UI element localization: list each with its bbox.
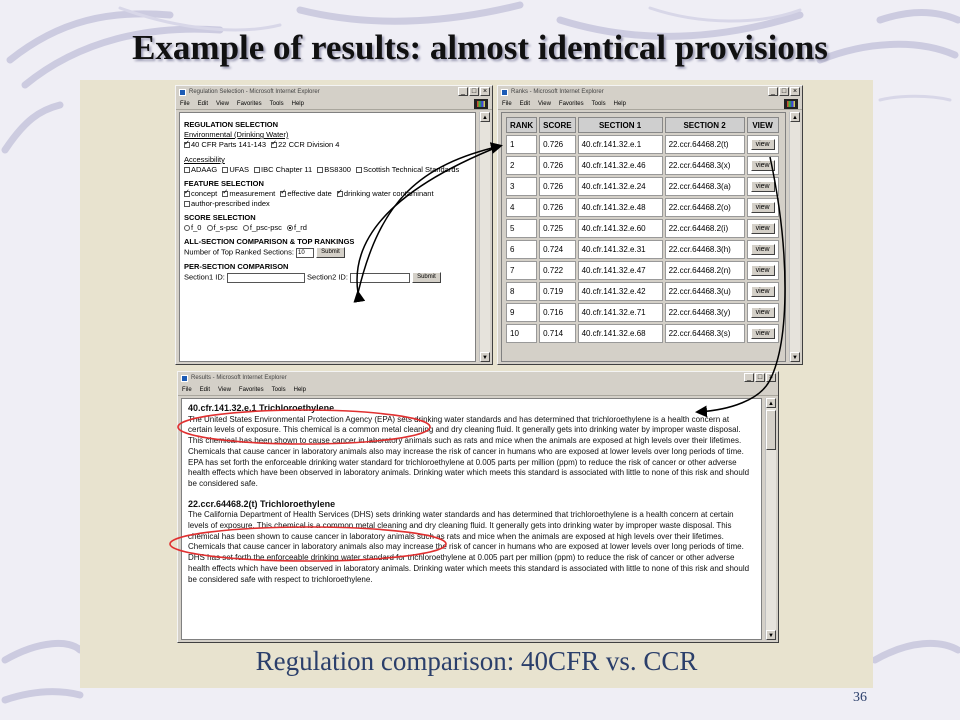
page-number: 36: [853, 690, 867, 705]
checkbox-40cfr[interactable]: [184, 142, 190, 148]
regulation-window-titlebar[interactable]: [176, 86, 492, 98]
menu-edit[interactable]: Edit: [199, 386, 211, 393]
view-button[interactable]: view: [751, 244, 775, 255]
option-frd-label: f_rd: [294, 223, 307, 232]
rank-cell: 1: [506, 135, 537, 154]
maximize-button[interactable]: □: [755, 373, 765, 382]
score-selection-heading: SCORE SELECTION: [184, 213, 256, 222]
column-header-score: SCORE: [539, 117, 575, 133]
score-cell: 0.726: [539, 156, 575, 175]
score-cell: 0.726: [539, 198, 575, 217]
scroll-down-icon[interactable]: ▼: [790, 352, 800, 362]
section1-cell: 40.cfr.141.32.e.60: [578, 219, 663, 238]
column-header-rank: RANK: [506, 117, 537, 133]
section1-cell: 40.cfr.141.32.e.47: [578, 261, 663, 280]
maximize-button[interactable]: □: [779, 87, 789, 96]
section2-cell: 22.ccr.64468.2(i): [665, 219, 745, 238]
per-section-submit-button[interactable]: Submit: [412, 272, 441, 283]
section1-cell: 40.cfr.141.32.e.31: [578, 240, 663, 259]
menu-tools[interactable]: Tools: [271, 386, 286, 393]
option-effective-date-label: effective date: [287, 189, 332, 198]
option-adaag-label: ADAAG: [191, 165, 218, 174]
rank-cell: 7: [506, 261, 537, 280]
section2-id-label: Section2 ID:: [307, 272, 348, 282]
checkbox-measurement[interactable]: [222, 191, 228, 197]
close-button[interactable]: ×: [790, 87, 800, 96]
score-cell: 0.726: [539, 177, 575, 196]
menu-view[interactable]: View: [216, 100, 229, 107]
ie-logo-icon: [784, 99, 798, 109]
section2-cell: 22.ccr.64468.2(t): [665, 135, 745, 154]
menu-view[interactable]: View: [538, 100, 551, 107]
view-button[interactable]: view: [751, 202, 775, 213]
menu-favorites[interactable]: Favorites: [236, 100, 262, 107]
table-row: [506, 198, 779, 217]
result-heading-40cfr: 40.cfr.141.32.e.1 Trichloroethylene: [188, 403, 335, 413]
ranks-window-titlebar[interactable]: [498, 86, 802, 98]
menu-help[interactable]: Help: [613, 100, 626, 107]
option-scottish-label: Scottish Technical Standards: [363, 165, 460, 174]
top-ranked-select[interactable]: [296, 248, 314, 258]
section1-id-label: Section1 ID:: [184, 272, 225, 282]
section2-cell: 22.ccr.64468.3(x): [665, 156, 745, 175]
section2-cell: 22.ccr.64468.2(o): [665, 198, 745, 217]
option-fs-psc-label: f_s-psc: [213, 223, 238, 232]
option-22ccr-label: 22 CCR Division 4: [278, 140, 340, 149]
menu-tools[interactable]: Tools: [269, 100, 284, 107]
view-button[interactable]: view: [751, 223, 775, 234]
option-measurement-label: measurement: [229, 189, 276, 198]
checkbox-author-index[interactable]: [184, 201, 190, 207]
table-row: [506, 303, 779, 322]
results-page: [181, 398, 762, 640]
ranks-header-row: [506, 117, 779, 133]
section1-cell: 40.cfr.141.32.e.24: [578, 177, 663, 196]
ranks-window: [497, 85, 803, 365]
rank-cell: 4: [506, 198, 537, 217]
section1-cell: 40.cfr.141.32.e.46: [578, 156, 663, 175]
ie-window-icon: [181, 375, 188, 382]
regulation-menubar: [176, 98, 492, 110]
view-button[interactable]: view: [751, 181, 775, 192]
scroll-down-icon[interactable]: ▼: [480, 352, 490, 362]
score-cell: 0.724: [539, 240, 575, 259]
per-section-heading: PER-SECTION COMPARISON: [184, 262, 289, 271]
minimize-button[interactable]: _: [744, 373, 754, 382]
view-button[interactable]: view: [751, 160, 775, 171]
option-ibc-label: IBC Chapter 11: [261, 165, 313, 174]
table-row: [506, 135, 779, 154]
view-button[interactable]: view: [751, 328, 775, 339]
slide-caption: Regulation comparison: 40CFR vs. CCR: [255, 646, 698, 676]
results-scrollbar[interactable]: [765, 398, 776, 640]
scroll-thumb[interactable]: [766, 410, 776, 450]
minimize-button[interactable]: _: [458, 87, 468, 96]
score-cell: 0.719: [539, 282, 575, 301]
result-text-40cfr: The United States Environmental Protection Agency (EPA) sets drinking water standards and has determined that trichloroethylene is a health concern at certain levels of exposure. This chemical is a common metal cleaning and dry cleaning fluid. It generally gets into drinking water by improper waste disposal. This chemical has been shown to cause cancer in laboratory animals such as rats and mice when the animals are exposed at high levels over their lifetimes. Chemicals that cause cancer in laboratory animals also may increase the risk of cancer in humans who are exposed at lower levels over long periods of time. EPA has set forth the enforceable drinking water standard for trichloroethylene at 0.005 parts per million (ppm) to reduce the risk of cancer or other adverse health effects which have been observed in laboratory animals. Drinking water which meets this standard is associated with little to none of this risk and should be considered safe.: [188, 414, 750, 488]
ranks-menubar: [498, 98, 802, 110]
checkbox-concept[interactable]: [184, 191, 190, 197]
option-concept-label: concept: [191, 189, 218, 198]
section1-cell: 40.cfr.141.32.e.68: [578, 324, 663, 343]
option-contaminant-label: drinking water contaminant: [343, 189, 434, 198]
checkbox-contaminant[interactable]: [337, 191, 343, 197]
rank-cell: 6: [506, 240, 537, 259]
section2-cell: 22.ccr.64468.3(u): [665, 282, 745, 301]
regulation-scrollbar[interactable]: [479, 112, 490, 362]
maximize-button[interactable]: □: [469, 87, 479, 96]
results-window: [177, 371, 779, 643]
column-header-view: VIEW: [747, 117, 779, 133]
option-ufas-label: UFAS: [229, 165, 249, 174]
results-window-titlebar[interactable]: [178, 372, 778, 384]
drinking-water-link[interactable]: Environmental (Drinking Water): [184, 130, 289, 139]
menu-file[interactable]: File: [180, 100, 190, 107]
checkbox-ufas[interactable]: [222, 167, 228, 173]
results-menubar: [178, 384, 778, 396]
minimize-button[interactable]: _: [768, 87, 778, 96]
score-cell: 0.726: [539, 135, 575, 154]
table-row: [506, 219, 779, 238]
score-cell: 0.714: [539, 324, 575, 343]
regulation-window-title: Regulation Selection - Microsoft Internet Explorer: [189, 89, 320, 95]
option-fpsc-psc-label: f_psc-psc: [249, 223, 282, 232]
ie-logo-icon: [474, 99, 488, 109]
section1-cell: 40.cfr.141.32.e.42: [578, 282, 663, 301]
menu-tools[interactable]: Tools: [591, 100, 606, 107]
result-heading-22ccr: 22.ccr.64468.2(t) Trichloroethylene: [188, 498, 336, 509]
column-header-section2: SECTION 2: [665, 117, 745, 133]
ranks-page: [501, 112, 786, 362]
top-ranked-value: 10: [298, 249, 305, 256]
option-author-index-label: author-prescribed index: [191, 199, 270, 208]
section1-cell: 40.cfr.141.32.e.48: [578, 198, 663, 217]
rank-cell: 2: [506, 156, 537, 175]
all-section-submit-button[interactable]: Submit: [316, 247, 345, 258]
top-ranked-label: Number of Top Ranked Sections:: [184, 247, 294, 257]
radio-f0[interactable]: [184, 225, 190, 231]
scroll-up-icon[interactable]: ▲: [790, 112, 800, 122]
radio-frd[interactable]: [287, 225, 293, 231]
accessibility-link[interactable]: Accessibility: [184, 155, 225, 164]
checkbox-bs8300[interactable]: [317, 167, 323, 173]
column-header-section1: SECTION 1: [578, 117, 663, 133]
menu-file[interactable]: File: [182, 386, 192, 393]
scroll-up-icon[interactable]: ▲: [766, 398, 776, 408]
menu-help[interactable]: Help: [293, 386, 306, 393]
regulation-selection-heading: REGULATION SELECTION: [184, 120, 279, 129]
checkbox-scottish[interactable]: [356, 167, 362, 173]
rank-cell: 8: [506, 282, 537, 301]
feature-selection-heading: FEATURE SELECTION: [184, 179, 264, 188]
table-row: [506, 240, 779, 259]
regulation-page: [179, 112, 476, 362]
close-button[interactable]: ×: [480, 87, 490, 96]
slide-title: Example of results: almost identical provisions: [132, 28, 828, 67]
checkbox-22ccr[interactable]: [271, 142, 277, 148]
menu-file[interactable]: File: [502, 100, 512, 107]
result-text-22ccr: The California Department of Health Services (DHS) sets drinking water standards and has determined that trichloroethylene is a health concern at certain levels of exposure. This chemical is a common metal cleaning and dry cleaning fluid. It generally gets into drinking water by improper waste disposal. This chemical has been shown to cause cancer in laboratory animals such as rats and mice when the animals are exposed at high levels over their lifetimes. Chemicals that cause cancer in laboratory animals also may increase the risk of cancer in humans who are exposed at lower levels over long periods of time. DHS has set forth the enforceable drinking water standard for trichloroethylene at 0.005 part per million (ppm) to reduce the risk of cancer or other adverse health effects which have been observed in laboratory animals. Drinking water which meets this standard is associated with little to none of this risk and should be considered safe with respect to trichloroethylene.: [188, 510, 750, 584]
table-row: [506, 177, 779, 196]
ie-window-icon: [501, 89, 508, 96]
table-row: [506, 156, 779, 175]
table-row: [506, 282, 779, 301]
menu-favorites[interactable]: Favorites: [558, 100, 584, 107]
section2-cell: 22.ccr.64468.2(n): [665, 261, 745, 280]
ranks-scrollbar[interactable]: [789, 112, 800, 362]
section2-cell: 22.ccr.64468.3(a): [665, 177, 745, 196]
section2-cell: 22.ccr.64468.3(y): [665, 303, 745, 322]
close-button[interactable]: ×: [766, 373, 776, 382]
view-button[interactable]: view: [751, 286, 775, 297]
ie-window-icon: [179, 89, 186, 96]
table-row: [506, 261, 779, 280]
scroll-down-icon[interactable]: ▼: [766, 630, 776, 640]
section1-id-input[interactable]: [227, 273, 305, 283]
table-row: [506, 324, 779, 343]
section2-cell: 22.ccr.64468.3(h): [665, 240, 745, 259]
rank-cell: 10: [506, 324, 537, 343]
scroll-up-icon[interactable]: ▲: [480, 112, 490, 122]
rank-cell: 9: [506, 303, 537, 322]
option-40cfr-label: 40 CFR Parts 141-143: [191, 140, 267, 149]
menu-favorites[interactable]: Favorites: [238, 386, 264, 393]
option-bs8300-label: BS8300: [324, 165, 351, 174]
view-button[interactable]: view: [751, 139, 775, 150]
section2-cell: 22.ccr.64468.3(s): [665, 324, 745, 343]
view-button[interactable]: view: [751, 265, 775, 276]
ranks-table: [504, 115, 781, 345]
rank-cell: 5: [506, 219, 537, 238]
rank-cell: 3: [506, 177, 537, 196]
score-cell: 0.722: [539, 261, 575, 280]
score-cell: 0.716: [539, 303, 575, 322]
section1-cell: 40.cfr.141.32.e.1: [578, 135, 663, 154]
menu-edit[interactable]: Edit: [519, 100, 531, 107]
radio-fpsc-psc[interactable]: [243, 225, 249, 231]
section2-id-input[interactable]: [350, 273, 410, 283]
score-cell: 0.725: [539, 219, 575, 238]
ranks-window-title: Ranks - Microsoft Internet Explorer: [511, 89, 604, 95]
checkbox-adaag[interactable]: [184, 167, 190, 173]
radio-fs-psc[interactable]: [207, 225, 213, 231]
menu-help[interactable]: Help: [291, 100, 304, 107]
menu-edit[interactable]: Edit: [197, 100, 209, 107]
section1-cell: 40.cfr.141.32.e.71: [578, 303, 663, 322]
results-window-title: Results - Microsoft Internet Explorer: [191, 375, 287, 381]
all-section-heading: ALL-SECTION COMPARISON & TOP RANKINGS: [184, 237, 355, 246]
view-button[interactable]: view: [751, 307, 775, 318]
checkbox-effective-date[interactable]: [280, 191, 286, 197]
option-f0-label: f_0: [191, 223, 202, 232]
menu-view[interactable]: View: [218, 386, 231, 393]
checkbox-ibc[interactable]: [254, 167, 260, 173]
regulation-selection-window: [175, 85, 493, 365]
